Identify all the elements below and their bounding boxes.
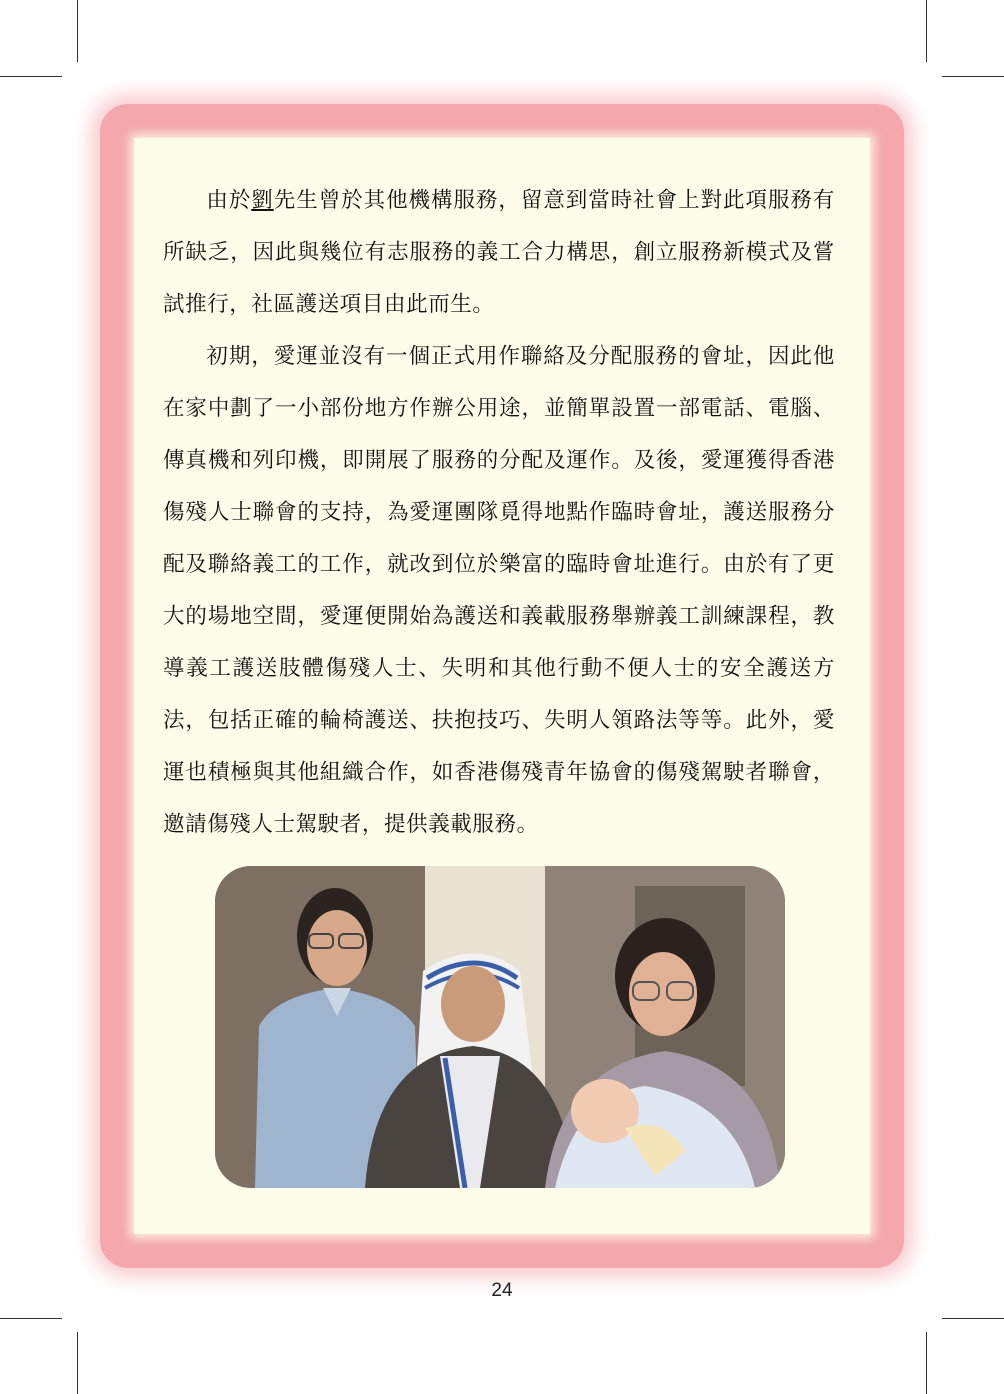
photo-container bbox=[205, 858, 795, 1196]
group-photo bbox=[215, 866, 785, 1188]
page-number: 24 bbox=[491, 1280, 513, 1301]
crop-mark-top-right-v bbox=[926, 0, 927, 62]
crop-mark-bottom-left-h bbox=[0, 1318, 62, 1319]
group-photo-illustration bbox=[215, 866, 785, 1188]
paragraph-2-text: 初期，愛運並沒有一個正式用作聯絡及分配服務的會址，因此他在家中劃了一小部份地方作辦公用途，並簡單設置一部電話、電腦、傳真機和列印機，即開展了服務的分配及運作。及後，愛運獲得香港傷殘人士聯會的支持，為愛運團隊覓得地點作臨時會址，護送服務分配及聯絡義工的工作，就改到位於樂富的臨時會址進行。由於有了更大的場地空間，愛運便開始為護送和義載服務舉辦義工訓練課程，教導義工護送肢體傷殘人士、失明和其他行動不便人士的安全護送方法，包括正確的輪椅護送、扶抱技巧、失明人領路法等等。此外，愛運也積極與其他組織合作，如香港傷殘青年協會的傷殘駕駛者聯會，邀請傷殘人士駕駛者，提供義載服務。 bbox=[163, 344, 835, 837]
paragraph-2 bbox=[163, 331, 835, 851]
crop-mark-bottom-right-v bbox=[926, 1332, 927, 1394]
underlined-surname: 劉 bbox=[251, 188, 274, 213]
paragraph-1-rest: 先生曾於其他機構服務，留意到當時社會上對此項服務有所缺乏，因此與幾位有志服務的義工合力構思，創立服務新模式及嘗試推行，社區護送項目由此而生。 bbox=[163, 188, 835, 317]
crop-mark-bottom-left-v bbox=[77, 1332, 78, 1394]
crop-mark-top-left-v bbox=[77, 0, 78, 62]
crop-mark-top-left-h bbox=[0, 76, 62, 77]
crop-mark-bottom-right-h bbox=[942, 1318, 1004, 1319]
paragraph-1-start: 由於 bbox=[206, 188, 252, 213]
crop-mark-top-right-h bbox=[942, 76, 1004, 77]
paragraph-1 bbox=[163, 175, 835, 331]
